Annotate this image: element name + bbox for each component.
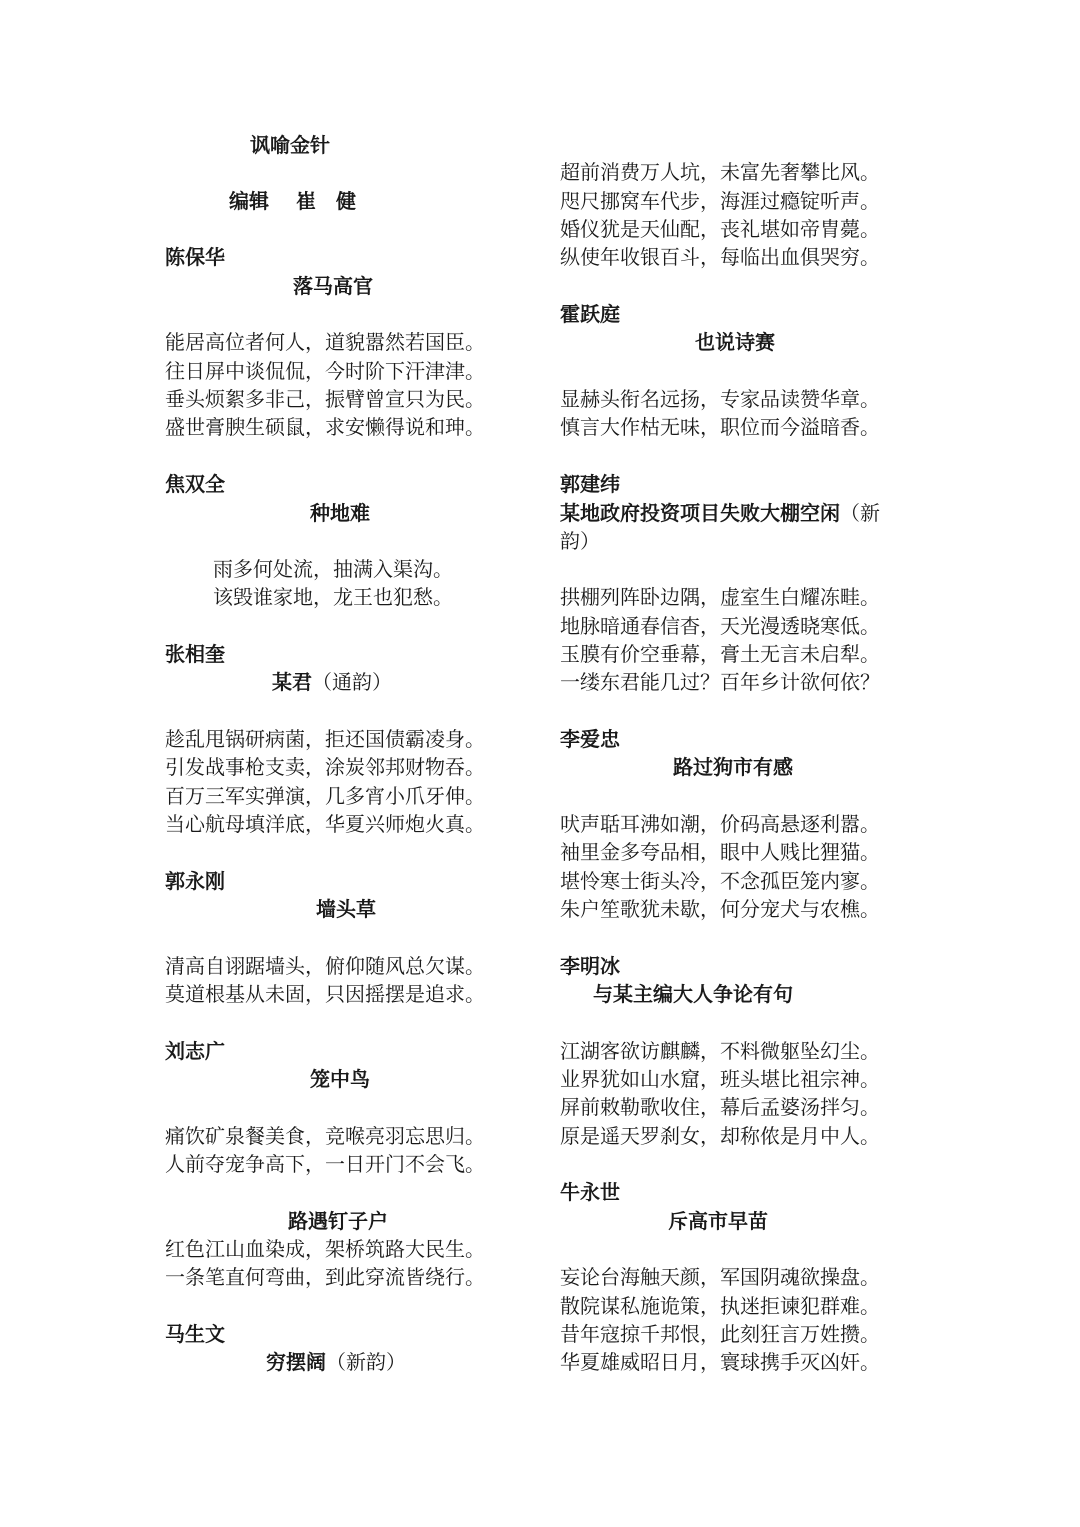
- poem-line: 盛世膏腴生硕鼠，求安懒得说和珅。: [165, 415, 485, 439]
- poem-line: 莫道根基从未固，只因摇摆是追求。: [165, 982, 485, 1006]
- poem-title: 种地难: [310, 501, 370, 525]
- poem-title: 某地政府投资项目失败大棚空闲: [560, 501, 840, 525]
- poem-line: 人前夺宠争高下，一日开门不会飞。: [165, 1152, 485, 1176]
- poem-title: 与某主编大人争论有句: [593, 982, 793, 1006]
- poem-line: 能居高位者何人，道貌嚣然若国臣。: [165, 330, 485, 354]
- poem-line: 痛饮矿泉餐美食，竞喉亮羽忘思归。: [165, 1124, 485, 1148]
- poem-line: 一条笔直何弯曲，到此穿流皆绕行。: [165, 1265, 485, 1289]
- poem-author: 陈保华: [165, 245, 225, 269]
- poem-title: 斥高市早苗: [668, 1209, 768, 1233]
- column-title: 讽喻金针: [250, 133, 330, 157]
- poem-author: 李爱忠: [560, 727, 620, 751]
- poem-line: 百万三军实弹演，几多宵小爪牙伸。: [165, 784, 485, 808]
- poem-line: 超前消费万人坑，未富先奢攀比风。: [560, 160, 880, 184]
- poem-author: 郭建纬: [560, 472, 620, 496]
- poem-line: 当心航母填洋底，华夏兴师炮火真。: [165, 812, 485, 836]
- poem-line: 华夏雄威昭日月，寰球携手灭凶奸。: [560, 1350, 880, 1374]
- poem-note-continued: 韵）: [560, 529, 600, 553]
- poem-line: 玉膜有价空垂幕，膏土无言未启犁。: [560, 642, 880, 666]
- poem-line: 清高自诩踞墙头，俯仰随风总欠谋。: [165, 954, 485, 978]
- poem-line: 散院谋私施诡策，执迷拒谏犯群难。: [560, 1294, 880, 1318]
- poem-note: （新: [840, 501, 880, 525]
- poem-title: 路遇钉子户: [288, 1209, 388, 1233]
- poem-line: 妄论台海触天颜，军国阴魂欲操盘。: [560, 1265, 880, 1289]
- poem-line: 显赫头衔名远扬，专家品读赞华章。: [560, 387, 880, 411]
- poem-line: 该毁谁家地，龙王也犯愁。: [213, 585, 453, 609]
- poem-title: 笼中鸟: [310, 1067, 370, 1091]
- poem-line: 袖里金多夸品相，眼中人贱比狸猫。: [560, 840, 880, 864]
- poem-title: 墙头草: [316, 897, 376, 921]
- poem-line: 红色江山血染成，架桥筑路大民生。: [165, 1237, 485, 1261]
- poem-author: 刘志广: [165, 1039, 225, 1063]
- poem-author: 焦双全: [165, 472, 225, 496]
- poem-note: （通韵）: [312, 670, 392, 694]
- poem-title: 路过狗市有感: [673, 755, 793, 779]
- poem-line: 吠声聒耳沸如潮，价码高悬逐利嚣。: [560, 812, 880, 836]
- poem-author: 霍跃庭: [560, 302, 620, 326]
- poem-line: 引发战事枪支卖，涂炭邻邦财物吞。: [165, 755, 485, 779]
- poem-line: 纵使年收银百斗，每临出血俱哭穷。: [560, 245, 880, 269]
- poem-line: 垂头烦絮多非己，振臂曾宣只为民。: [165, 387, 485, 411]
- poem-line: 婚仪犹是天仙配，丧礼堪如帝胄薨。: [560, 217, 880, 241]
- poem-line: 地脉暗通春信杳，天光漫透晓寒低。: [560, 614, 880, 638]
- poem-author: 牛永世: [560, 1180, 620, 1204]
- poem-line: 趁乱甩锅研病菌，拒还国债霸凌身。: [165, 727, 485, 751]
- poem-note: （新韵）: [326, 1350, 406, 1374]
- poem-author: 郭永刚: [165, 869, 225, 893]
- poem-line: 慎言大作枯无味，职位而今溢暗香。: [560, 415, 880, 439]
- poem-line: 原是遥天罗刹女，却称侬是月中人。: [560, 1124, 880, 1148]
- poem-line: 一缕东君能几过？百年乡计欲何依？: [560, 670, 880, 694]
- poem-line: 业界犹如山水窟，班头堪比祖宗神。: [560, 1067, 880, 1091]
- poem-line: 咫尺挪窝车代步，海涯过瘾锭听声。: [560, 189, 880, 213]
- editor-line: 编辑 崔 健: [229, 189, 356, 213]
- poem-line: 昔年寇掠千邦恨，此刻狂言万姓攒。: [560, 1322, 880, 1346]
- poem-author: 马生文: [165, 1322, 225, 1346]
- poem-line: 江湖客欲访麒麟，不料微躯坠幻尘。: [560, 1039, 880, 1063]
- poem-title-line: [272, 668, 392, 696]
- poem-title: 穷摆阔: [266, 1350, 326, 1374]
- poem-title-line: [560, 499, 880, 527]
- poem-title: 落马高官: [293, 274, 373, 298]
- poem-line: 往日屏中谈侃侃，今时阶下汗津津。: [165, 359, 485, 383]
- poem-line: 朱户笙歌犹未歇，何分宠犬与农樵。: [560, 897, 880, 921]
- poem-title: 某君: [272, 670, 312, 694]
- poem-title-line: [266, 1348, 406, 1376]
- poem-line: 堪怜寒士街头冷，不念孤臣笼内寥。: [560, 869, 880, 893]
- poem-line: 屏前敕勒歌收住，幕后孟婆汤拌匀。: [560, 1095, 880, 1119]
- poem-line: 拱棚列阵卧边隅，虚室生白耀冻畦。: [560, 585, 880, 609]
- poem-author: 张相奎: [165, 642, 225, 666]
- poem-title: 也说诗赛: [695, 330, 775, 354]
- poem-author: 李明冰: [560, 954, 620, 978]
- poem-line: 雨多何处流，抽满入渠沟。: [213, 557, 453, 581]
